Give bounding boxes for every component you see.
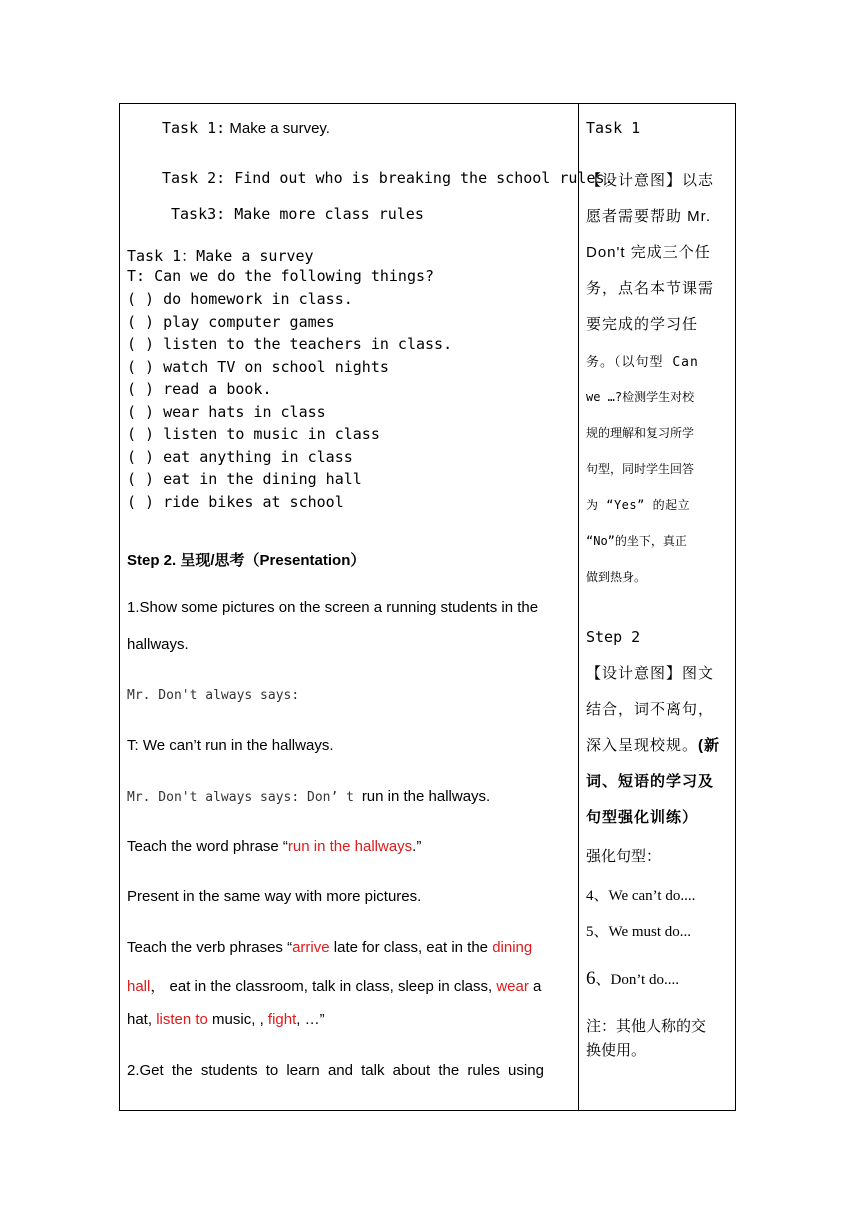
design-intent-2-bold: 句型强化训练）	[586, 809, 699, 826]
design-intent-1: 要完成的学习任	[586, 316, 699, 333]
survey-title: Task 1：Make a survey	[127, 247, 314, 265]
step2-heading: Step 2. 呈现/思考（Presentation）	[127, 552, 366, 569]
task1-header: Task 1: Make a survey.	[162, 119, 330, 137]
survey-item: ( ) listen to the teachers in class.	[127, 335, 453, 353]
right-task1-label: Task 1	[586, 119, 641, 137]
verb-phrases-line1: Teach the verb phrases “arrive late for class, eat in the dining	[127, 939, 533, 956]
task3-header: Task3: Make more class rules	[171, 205, 424, 223]
pattern-4: 4、We can’t do....	[586, 888, 696, 904]
survey-item: ( ) read a book.	[127, 380, 272, 398]
note-line: 换使用。	[586, 1042, 647, 1059]
survey-item: ( ) eat in the dining hall	[127, 470, 362, 488]
p1-line2: hallways.	[127, 636, 189, 653]
mr-dont-says-2: Mr. Don't always says: Don’ t run in the hallways.	[127, 788, 491, 805]
design-intent-1: 务。（以句型 Can	[586, 355, 699, 370]
teach-word-phrase: Teach the word phrase “run in the hallways.”	[127, 838, 422, 855]
design-intent-1: “No”的坐下，真正	[586, 534, 687, 548]
survey-item: ( ) do homework in class.	[127, 290, 353, 308]
design-intent-1: 愿者需要帮助 Mr.	[586, 208, 711, 225]
right-step2-label: Step 2	[586, 628, 641, 646]
survey-item: ( ) wear hats in class	[127, 403, 326, 421]
p1-line1: 1.Show some pictures on the screen a running students in the	[127, 599, 539, 616]
survey-item: ( ) watch TV on school nights	[127, 358, 389, 376]
pattern-6: 6、Don’t do....	[586, 968, 679, 989]
survey-item: ( ) eat anything in class	[127, 448, 353, 466]
survey-item: ( ) ride bikes at school	[127, 493, 344, 511]
verb-phrases-line2: hall， eat in the classroom, talk in class, sleep in class, wear a	[127, 978, 542, 995]
verb-phrases-line3: hat, listen to music, , fight, …”	[127, 1011, 325, 1028]
design-intent-2-bold: 词、短语的学习及	[586, 773, 715, 790]
pattern-5: 5、We must do...	[586, 924, 692, 940]
design-intent-2: 深入呈现校规。(新	[586, 737, 721, 754]
design-intent-1: 做到热身。	[586, 570, 647, 584]
design-intent-1: 句型，同时学生回答	[586, 462, 695, 476]
design-intent-2: 结合，词不离句，	[586, 701, 715, 718]
design-intent-2: 【设计意图】图文	[586, 665, 715, 682]
note-line: 注：其他人称的交	[586, 1018, 707, 1035]
design-intent-1: 为 “Yes” 的起立	[586, 498, 691, 512]
survey-item: ( ) play computer games	[127, 313, 335, 331]
teacher-line: T: We can’t run in the hallways.	[127, 737, 334, 754]
column-divider	[578, 104, 579, 1110]
design-intent-1: we …?检测学生对校	[586, 390, 695, 404]
p2-line: 2.Get the students to learn and talk about the rules using	[127, 1062, 544, 1079]
design-intent-1: 【设计意图】以志	[586, 172, 715, 189]
strengthen-patterns: 强化句型：	[586, 848, 662, 865]
mr-dont-says: Mr. Don't always says:	[127, 688, 300, 703]
present-same-way: Present in the same way with more pictures.	[127, 888, 422, 905]
design-intent-1: 规的理解和复习所学	[586, 426, 695, 440]
task2-header: Task 2: Find out who is breaking the school rules.	[162, 169, 614, 187]
design-intent-1: Don't 完成三个任	[586, 244, 711, 261]
survey-item: ( ) listen to music in class	[127, 425, 380, 443]
survey-question: T: Can we do the following things?	[127, 267, 435, 285]
design-intent-1: 务，点名本节课需	[586, 280, 715, 297]
